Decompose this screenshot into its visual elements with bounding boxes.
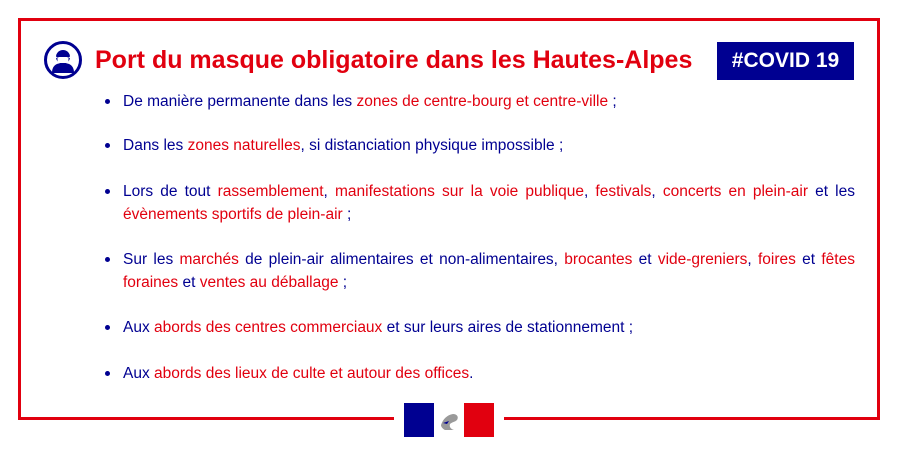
highlight-text: manifestations sur la voie publique — [334, 183, 584, 200]
highlight-text: fêtes foraines — [123, 251, 855, 291]
body-text: et — [632, 251, 658, 268]
highlight-text: abords des centres commerciaux — [154, 319, 383, 336]
rule-item — [105, 248, 855, 294]
highlight-text: festivals — [595, 183, 652, 200]
covid-badge: #COVID 19 — [717, 42, 854, 80]
highlight-text: rassemblement — [217, 183, 324, 200]
body-text: et — [795, 251, 822, 268]
header — [44, 39, 692, 81]
marianne-logo — [404, 403, 494, 437]
highlight-text: évènements sportifs de plein-air — [123, 206, 343, 223]
highlight-text: concerts en plein-air — [662, 183, 809, 200]
highlight-text: zones naturelles — [187, 137, 301, 154]
highlight-text: abords des lieux de culte et autour des offices — [154, 365, 470, 382]
body-text: , si distanciation physique impossible ; — [300, 137, 564, 154]
body-text: et les — [808, 183, 855, 200]
body-text: Aux — [123, 365, 155, 382]
body-text: , — [651, 183, 663, 200]
rule-item — [105, 316, 855, 339]
body-text: Dans les — [123, 137, 188, 154]
rule-item — [105, 362, 855, 385]
highlight-text: brocantes — [564, 251, 633, 268]
highlight-text: marchés — [179, 251, 239, 268]
body-text: , — [583, 183, 596, 200]
body-text: Sur les — [123, 251, 180, 268]
rule-item — [105, 180, 855, 226]
body-text: Lors de tout — [123, 183, 218, 200]
body-text: de plein-air alimentaires et non-alimentaires, — [238, 251, 565, 268]
masked-person-icon — [44, 41, 82, 79]
body-text: , — [747, 251, 758, 268]
page-title: Port du masque obligatoire dans les Hautes-Alpes — [95, 45, 693, 74]
highlight-text: zones de centre-bourg et centre-ville — [356, 93, 609, 110]
rule-item — [105, 90, 855, 113]
body-text: ; — [608, 93, 617, 110]
body-text: , — [323, 183, 335, 200]
body-text: et sur leurs aires de stationnement ; — [382, 319, 634, 336]
highlight-text: ventes au déballage — [199, 274, 339, 291]
rule-item — [105, 134, 855, 157]
body-text: et — [178, 274, 200, 291]
body-text: ; — [338, 274, 348, 291]
body-text: De manière permanente dans les — [123, 93, 357, 110]
highlight-text: foires — [758, 251, 796, 268]
body-text: ; — [342, 206, 352, 223]
highlight-text: vide-greniers — [657, 251, 748, 268]
body-text: . — [469, 365, 474, 382]
body-text: Aux — [123, 319, 155, 336]
